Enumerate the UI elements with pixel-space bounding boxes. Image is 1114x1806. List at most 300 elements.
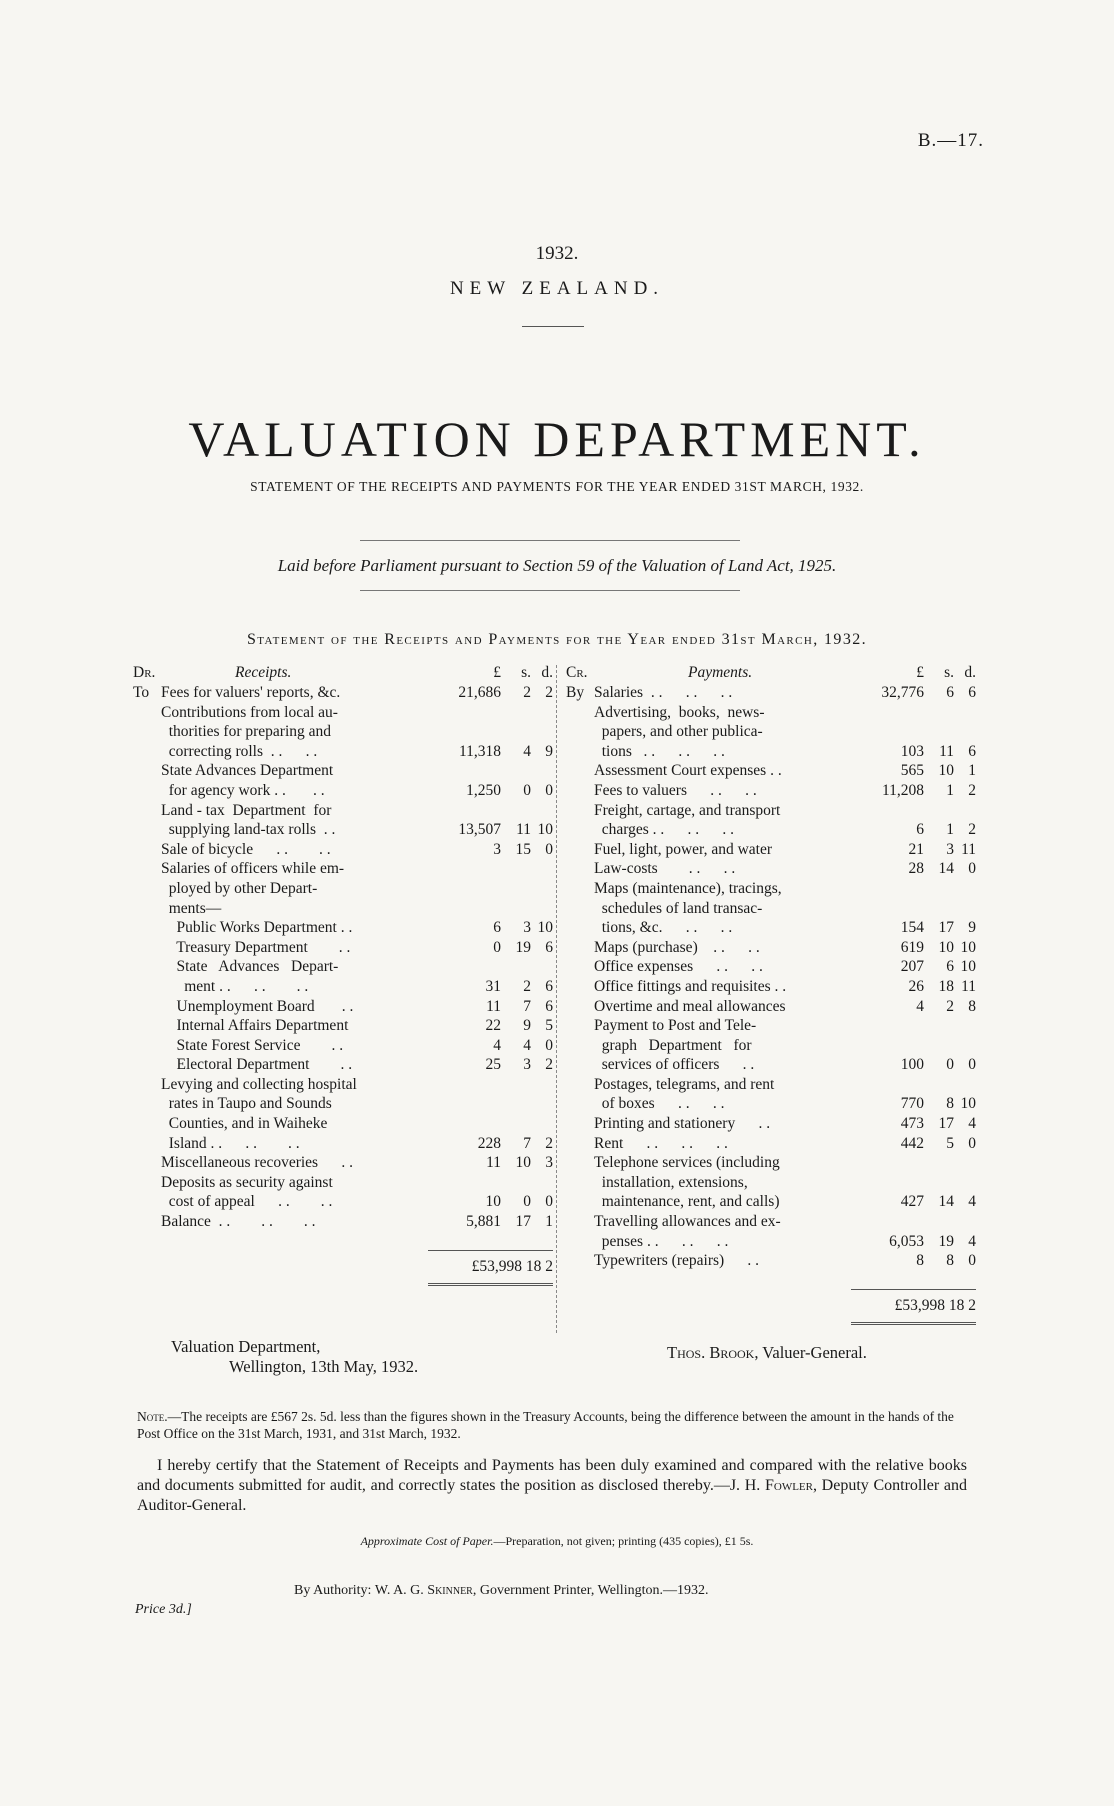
table-row (566, 997, 976, 1017)
pence-cell: 0 (968, 860, 976, 878)
table-row (133, 1114, 553, 1134)
row-prefix (566, 781, 594, 801)
pence-cell (531, 1075, 553, 1095)
shillings-cell (924, 722, 954, 742)
pounds-cell (866, 899, 924, 919)
note-paragraph (137, 1408, 967, 1442)
table-row (566, 1212, 976, 1232)
row-description: Assessment Court expenses . . (594, 762, 782, 780)
row-description: Maps (purchase) . . . . (594, 938, 760, 956)
row-description: Fees for valuers' reports, &c. (161, 684, 341, 701)
row-description: of boxes . . . . (594, 1095, 725, 1113)
pence-cell (531, 957, 553, 977)
table-row (133, 1153, 553, 1173)
shillings-cell (501, 761, 531, 781)
pounds-cell: 100 (900, 1056, 924, 1074)
receipts-rows (133, 683, 553, 1232)
row-description: Contributions from local au- (161, 703, 338, 721)
row-description: papers, and other publica- (594, 723, 763, 741)
row-amount (851, 1016, 976, 1036)
pounds-cell: 3 (493, 840, 501, 858)
shillings-cell: 10 (515, 1154, 531, 1172)
pounds-cell (866, 1075, 924, 1095)
table-row (133, 820, 553, 840)
payments-rows (566, 683, 976, 1271)
pence-cell (954, 1173, 976, 1193)
row-prefix (566, 1016, 594, 1036)
shillings-cell: 7 (523, 1134, 531, 1152)
shillings-cell (924, 1016, 954, 1036)
pounds-cell (866, 1016, 924, 1036)
table-row (566, 1251, 976, 1271)
pounds-cell (443, 879, 501, 899)
row-amount (428, 1075, 553, 1095)
shillings-cell: 19 (938, 1232, 954, 1250)
pounds-cell: 6 (493, 919, 501, 937)
pence-cell: 10 (537, 821, 553, 839)
cost-line (0, 1534, 1114, 1549)
signature-block (667, 1343, 867, 1363)
row-prefix (133, 997, 161, 1017)
certification-paragraph (137, 1456, 967, 1516)
pounds-cell: 21 (908, 840, 924, 858)
row-amount (428, 1094, 553, 1114)
pence-cell: 6 (545, 977, 553, 995)
row-amount (428, 1036, 553, 1056)
table-row (133, 1016, 553, 1036)
row-description: Office expenses . . . . (594, 958, 763, 976)
shillings-cell (501, 1173, 531, 1193)
shillings-cell: 0 (946, 1056, 954, 1074)
row-amount (851, 879, 976, 899)
pounds-cell: 11,208 (881, 781, 924, 799)
table-row (566, 1094, 976, 1114)
shillings-cell: 9 (523, 1017, 531, 1035)
row-prefix (133, 938, 161, 958)
shillings-cell: 17 (515, 1213, 531, 1231)
certify-title: Deputy Controller and Auditor-General. (137, 1477, 968, 1514)
pounds-cell: 565 (900, 762, 924, 780)
cost-text: —Preparation, not given; printing (435 copies), £1 5s. (493, 1534, 754, 1548)
table-row (133, 1075, 553, 1095)
pence-cell (531, 1094, 553, 1114)
shillings-cell (501, 859, 531, 879)
row-prefix (566, 1251, 594, 1271)
row-prefix (566, 840, 594, 860)
pence-cell: 11 (961, 840, 976, 858)
payments-label: Payments. (688, 664, 753, 681)
authority-text: Government Printer, Wellington.—1932. (479, 1583, 709, 1598)
row-prefix (566, 899, 594, 919)
row-description: Telephone services (including (594, 1154, 780, 1172)
row-description: ments— (161, 899, 222, 917)
date-line: Wellington, 13th May, 1932. (229, 1357, 419, 1376)
pounds-cell: 442 (900, 1134, 924, 1152)
row-amount (851, 820, 976, 840)
pence-cell (954, 879, 976, 899)
pounds-cell: 6 (916, 821, 924, 839)
row-amount (428, 1114, 553, 1134)
shillings-cell: 2 (523, 977, 531, 995)
row-prefix (566, 879, 594, 899)
row-amount (851, 781, 976, 801)
row-prefix (133, 742, 161, 762)
cr-label: Cr. (566, 664, 588, 681)
authority-prefix: By Authority: (294, 1583, 372, 1598)
row-prefix (133, 957, 161, 977)
pence-cell: 4 (968, 1115, 976, 1133)
row-amount (428, 977, 553, 997)
shillings-cell (924, 899, 954, 919)
shillings-cell (501, 879, 531, 899)
table-row (566, 977, 976, 997)
pounds-cell (443, 722, 501, 742)
currency-header (428, 663, 553, 683)
table-row (133, 957, 553, 977)
pence-cell (954, 1036, 976, 1056)
pence-cell: 2 (968, 781, 976, 799)
divider (522, 326, 584, 327)
table-row (133, 977, 553, 997)
shillings-cell: 0 (523, 781, 531, 799)
pounds-cell (866, 703, 924, 723)
pounds-cell: 0 (493, 938, 501, 956)
row-amount (428, 761, 553, 781)
pounds-cell: 32,776 (881, 684, 924, 701)
row-prefix (566, 918, 594, 938)
pence-cell (531, 879, 553, 899)
row-amount (851, 1094, 976, 1114)
page-subtitle: STATEMENT OF THE RECEIPTS AND PAYMENTS FOR THE YEAR ENDED 31ST MARCH, 1932. (250, 479, 864, 494)
pounds-cell: 25 (485, 1056, 501, 1074)
table-row (133, 1173, 553, 1193)
table-row (566, 899, 976, 919)
total-double-rule (428, 1283, 553, 1286)
certify-text: I hereby certify that the Statement of Receipts and Payments has been duly examined and compared with the relative books and documents submitted for audit, and correctly states the position as disclosed thereby.— (137, 1457, 967, 1494)
row-amount (428, 1134, 553, 1154)
parliament-note: Laid before Parliament pursuant to Section 59 of the Valuation of Land Act, 1925. (277, 556, 837, 575)
table-row (133, 742, 553, 762)
row-description: Freight, cartage, and transport (594, 801, 781, 819)
row-description: supplying land-tax rolls . . (161, 821, 336, 839)
total-double-rule (851, 1322, 976, 1325)
shillings-cell: 14 (938, 1193, 954, 1211)
shillings-cell: 8 (946, 1095, 954, 1113)
shillings-cell (501, 899, 531, 919)
shillings-cell (924, 703, 954, 723)
row-description: Levying and collecting hospital (161, 1075, 357, 1093)
table-row (566, 1055, 976, 1075)
row-amount (851, 722, 976, 742)
receipts-total-row (133, 1255, 553, 1279)
row-amount (428, 781, 553, 801)
row-description: tions . . . . . . (594, 742, 725, 760)
row-description: Payment to Post and Tele- (594, 1017, 757, 1035)
row-prefix (133, 1212, 161, 1232)
table-row (566, 820, 976, 840)
row-description: Deposits as security against (161, 1173, 333, 1191)
shillings-header: s. (521, 664, 531, 681)
pounds-cell: 10 (485, 1193, 501, 1211)
row-amount (851, 742, 976, 762)
price-label: Price 3d.] (135, 1602, 192, 1617)
row-prefix (133, 840, 161, 860)
pounds-cell: 26 (908, 977, 924, 995)
row-prefix (566, 859, 594, 879)
row-amount (851, 997, 976, 1017)
page-title: VALUATION DEPARTMENT. (188, 411, 926, 467)
pounds-cell: 31 (485, 977, 501, 995)
shillings-cell: 15 (515, 840, 531, 858)
table-row (133, 899, 553, 919)
divider (360, 540, 740, 541)
row-prefix (566, 1036, 594, 1056)
row-description: Travelling allowances and ex- (594, 1213, 781, 1231)
pence-cell (531, 722, 553, 742)
receipts-label: Receipts. (235, 664, 292, 681)
pence-cell (954, 1016, 976, 1036)
row-prefix (133, 801, 161, 821)
table-row (566, 859, 976, 879)
row-description: penses . . . . . . (594, 1232, 729, 1250)
row-amount (851, 840, 976, 860)
table-row (566, 1232, 976, 1252)
row-prefix (566, 801, 594, 821)
pounds-cell: 103 (900, 742, 924, 760)
row-description: Typewriters (repairs) . . (594, 1252, 760, 1270)
row-prefix: By (566, 684, 585, 701)
row-description: State Advances Depart- (161, 958, 339, 976)
pence-cell: 10 (960, 1095, 976, 1113)
row-description: Land - tax Department for (161, 801, 332, 819)
table-row (133, 1055, 553, 1075)
shillings-cell (924, 801, 954, 821)
table-row (133, 781, 553, 801)
pounds-header: £ (493, 664, 501, 681)
pence-cell: 4 (968, 1193, 976, 1211)
shillings-cell (924, 1173, 954, 1193)
row-amount (428, 957, 553, 977)
shillings-cell: 11 (516, 821, 531, 839)
pence-cell: 10 (960, 958, 976, 976)
row-amount (851, 801, 976, 821)
pence-cell: 8 (968, 997, 976, 1015)
pounds-cell: 6,053 (889, 1232, 924, 1250)
row-description: Office fittings and requisites . . (594, 977, 787, 995)
shillings-cell: 6 (946, 958, 954, 976)
pence-cell: 6 (545, 938, 553, 956)
divider (360, 590, 740, 591)
statement-heading: Statement of the Receipts and Payments for the Year ended 31st March, 1932. (246, 631, 868, 648)
shillings-cell: 0 (523, 1193, 531, 1211)
table-row (566, 1075, 976, 1095)
shillings-cell: 4 (523, 742, 531, 760)
row-amount (851, 899, 976, 919)
row-amount (851, 761, 976, 781)
row-description: ployed by other Depart- (161, 879, 318, 897)
pence-cell: 1 (968, 762, 976, 780)
table-row (133, 761, 553, 781)
row-prefix (566, 1055, 594, 1075)
shillings-cell: 11 (939, 742, 954, 760)
row-prefix (133, 879, 161, 899)
shillings-cell (501, 703, 531, 723)
row-description: installation, extensions, (594, 1173, 748, 1191)
row-description: graph Department for (594, 1036, 752, 1054)
receipts-header (133, 663, 553, 683)
table-row (566, 918, 976, 938)
shillings-cell: 14 (938, 860, 954, 878)
shillings-cell (501, 1094, 531, 1114)
pence-cell (531, 1114, 553, 1134)
row-prefix (566, 1114, 594, 1134)
pence-cell: 6 (968, 742, 976, 760)
row-description: State Advances Department (161, 762, 334, 780)
pence-cell: 0 (545, 781, 553, 799)
row-description: Fuel, light, power, and water (594, 840, 773, 858)
row-description: Maps (maintenance), tracings, (594, 879, 782, 897)
pounds-cell: 228 (477, 1134, 501, 1152)
pence-cell: 2 (545, 1134, 553, 1152)
shillings-cell (924, 1212, 954, 1232)
pounds-cell (866, 1212, 924, 1232)
row-description: Rent . . . . . . (594, 1134, 728, 1152)
pounds-cell (866, 801, 924, 821)
pence-cell: 10 (537, 919, 553, 937)
table-row (133, 1036, 553, 1056)
row-prefix (133, 1036, 161, 1056)
signer-name: Thos. Brook, (667, 1343, 759, 1362)
pence-cell (531, 703, 553, 723)
pounds-cell: 13,507 (458, 821, 501, 839)
table-row (133, 997, 553, 1017)
pence-cell: 9 (545, 742, 553, 760)
row-amount (851, 1075, 976, 1095)
payments-column (566, 663, 976, 1325)
pounds-cell (443, 761, 501, 781)
row-prefix (566, 1192, 594, 1212)
row-prefix (133, 781, 161, 801)
row-prefix (133, 1075, 161, 1095)
row-prefix (133, 977, 161, 997)
row-prefix (133, 1192, 161, 1212)
department-line: Valuation Department, (171, 1337, 321, 1356)
row-prefix (566, 938, 594, 958)
payments-total-row (566, 1294, 976, 1318)
pence-cell (531, 761, 553, 781)
pounds-cell (866, 722, 924, 742)
table-row (133, 840, 553, 860)
row-prefix (566, 1134, 594, 1154)
pence-cell: 5 (545, 1017, 553, 1035)
payments-total-pounds: £53,998 (894, 1296, 945, 1314)
row-amount (428, 899, 553, 919)
row-amount (428, 703, 553, 723)
row-description: Counties, and in Waiheke (161, 1115, 328, 1133)
pounds-cell (866, 1036, 924, 1056)
total-rule (851, 1289, 976, 1290)
table-row (133, 722, 553, 742)
shillings-header: s. (944, 664, 954, 681)
table-row (133, 1212, 553, 1232)
row-description: Electoral Department . . (161, 1056, 353, 1074)
shillings-cell (501, 1114, 531, 1134)
pence-cell (531, 801, 553, 821)
pence-cell (531, 1173, 553, 1193)
pence-cell (954, 801, 976, 821)
row-amount (428, 879, 553, 899)
payments-header (566, 663, 976, 683)
authority-line (294, 1583, 708, 1599)
row-description: correcting rolls . . . . (161, 742, 318, 760)
row-prefix (133, 1134, 161, 1154)
row-amount (428, 742, 553, 762)
total-rule (428, 1250, 553, 1251)
row-amount (851, 703, 976, 723)
receipts-column (133, 663, 553, 1286)
shillings-cell: 17 (938, 919, 954, 937)
row-amount (428, 1055, 553, 1075)
row-description: ment . . . . . . (161, 977, 309, 995)
row-amount (851, 977, 976, 997)
pence-cell (954, 1075, 976, 1095)
pounds-cell: 1,250 (466, 781, 501, 799)
dr-label: Dr. (133, 664, 156, 681)
table-row (566, 840, 976, 860)
row-amount (851, 918, 976, 938)
row-description: Overtime and meal allowances (594, 997, 786, 1015)
table-row (566, 722, 976, 742)
row-amount (851, 957, 976, 977)
row-amount (851, 1036, 976, 1056)
row-amount (428, 859, 553, 879)
row-description: Printing and stationery . . (594, 1115, 771, 1133)
table-row (133, 683, 553, 703)
row-prefix (566, 1173, 594, 1193)
pounds-cell (866, 1173, 924, 1193)
row-amount (428, 997, 553, 1017)
row-amount (851, 1055, 976, 1075)
document-reference: B.—17. (917, 130, 984, 151)
country-heading: NEW ZEALAND. (449, 278, 665, 299)
pounds-cell (443, 1173, 501, 1193)
payments-total-pence: 2 (968, 1296, 976, 1314)
pence-cell (531, 899, 553, 919)
year-heading: 1932. (535, 243, 579, 264)
pence-cell: 2 (968, 821, 976, 839)
row-description: tions, &c. . . . . (594, 919, 733, 937)
row-prefix (566, 977, 594, 997)
row-amount (428, 1192, 553, 1212)
pounds-header: £ (916, 664, 924, 681)
row-amount (428, 918, 553, 938)
table-row (566, 1036, 976, 1056)
shillings-cell: 1 (946, 821, 954, 839)
pence-cell: 0 (968, 1252, 976, 1270)
pounds-cell: 11 (486, 1154, 501, 1172)
row-description: Salaries of officers while em- (161, 860, 345, 878)
row-prefix (133, 1153, 161, 1173)
pence-header: d. (541, 664, 553, 681)
row-prefix (133, 918, 161, 938)
table-row (133, 879, 553, 899)
row-amount (428, 938, 553, 958)
currency-header (851, 663, 976, 683)
pence-cell: 0 (545, 1036, 553, 1054)
row-prefix (133, 1094, 161, 1114)
certify-signer: J. H. Fowler, (729, 1477, 817, 1494)
pounds-cell (443, 957, 501, 977)
